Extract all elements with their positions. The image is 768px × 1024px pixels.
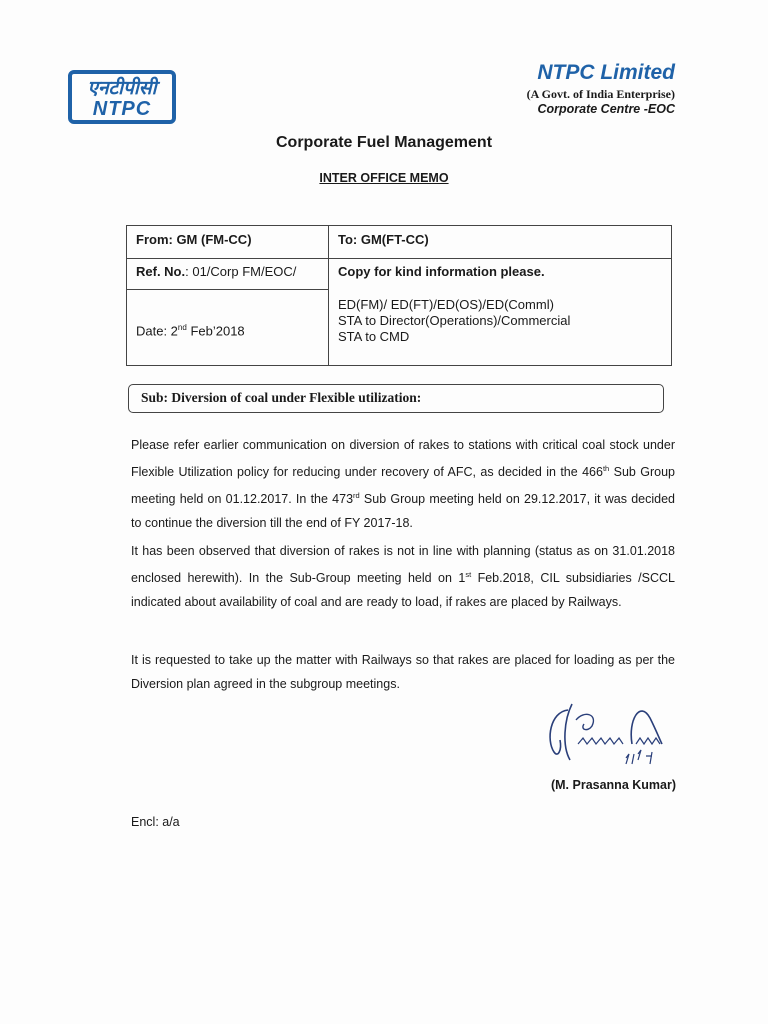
copy-to-item: STA to Director(Operations)/Commercial <box>338 313 571 328</box>
text-run: Please refer earlier communication on diversion of rakes to stations with critical coal stock under Flexible Utilization policy for reducing under recovery of AFC, as decided in the 466 <box>131 438 675 480</box>
date-sup: nd <box>177 323 187 332</box>
logo-english-text: NTPC <box>92 98 152 120</box>
signer-name: (M. Prasanna Kumar) <box>550 778 676 792</box>
company-subtitle: (A Govt. of India Enterprise) <box>526 87 675 101</box>
date-cell <box>136 323 245 338</box>
office-name: Corporate Centre -EOC <box>537 102 675 116</box>
ref-value: : 01/Corp FM/EOC/ <box>185 264 297 279</box>
text-run: It has been observed that diversion of rakes is not in line with planning (status as on 31.01.2018 enclosed herewith). In the Sub-Group meeting held on 1 <box>131 544 675 586</box>
handwritten-signature <box>540 700 680 778</box>
memo-header-table <box>126 225 672 366</box>
text-run: Sub Group meeting held on 01.12.2017. In the 473 <box>131 465 675 507</box>
body-paragraph <box>131 433 675 535</box>
date-suffix: Feb’2018 <box>186 323 245 339</box>
company-block <box>527 60 675 117</box>
enclosure-note: Encl: a/a <box>131 815 180 829</box>
ref-cell <box>136 264 296 279</box>
ordinal-sup: th <box>602 464 610 473</box>
company-name: NTPC Limited <box>537 61 675 84</box>
from-cell: From: GM (FM-CC) <box>136 232 252 247</box>
department-heading: Corporate Fuel Management <box>275 134 493 151</box>
text-run: Sub Group meeting held on 29.12.2017, it was decided to continue the diversion till the end of FY 2017-18. <box>131 492 675 531</box>
subject-box <box>128 384 664 413</box>
memo-title <box>0 171 768 185</box>
date-prefix: Date: 2 <box>136 323 178 339</box>
table-divider <box>127 289 328 290</box>
subject-text: Sub: Diversion of coal under Flexible utilization: <box>141 390 422 405</box>
table-divider <box>328 226 329 365</box>
body-paragraph: It is requested to take up the matter with Railways so that rakes are placed for loading as per the Diversion plan agreed in the subgroup meetings. <box>131 653 675 691</box>
text-run: Feb.2018, CIL subsidiaries /SCCL indicated about availability of coal and are ready to load, if rakes are placed by Railways. <box>131 571 675 610</box>
table-divider <box>127 258 671 259</box>
copy-note-cell: Copy for kind information please. <box>338 264 545 279</box>
memo-title-text: INTER OFFICE MEMO <box>319 171 449 185</box>
copy-to-list <box>338 297 570 345</box>
copy-to-item: ED(FM)/ ED(FT)/ED(OS)/ED(Comml) <box>338 297 554 312</box>
to-cell: To: GM(FT-CC) <box>338 232 429 247</box>
ref-label: Ref. No. <box>136 264 186 279</box>
ordinal-sup: st <box>465 570 472 579</box>
ntpc-logo <box>68 70 176 124</box>
copy-to-item: STA to CMD <box>338 329 410 344</box>
ordinal-sup: rd <box>353 491 360 501</box>
body-paragraph <box>131 539 675 614</box>
logo-hindi-text: एनटीपीसी <box>87 77 157 99</box>
